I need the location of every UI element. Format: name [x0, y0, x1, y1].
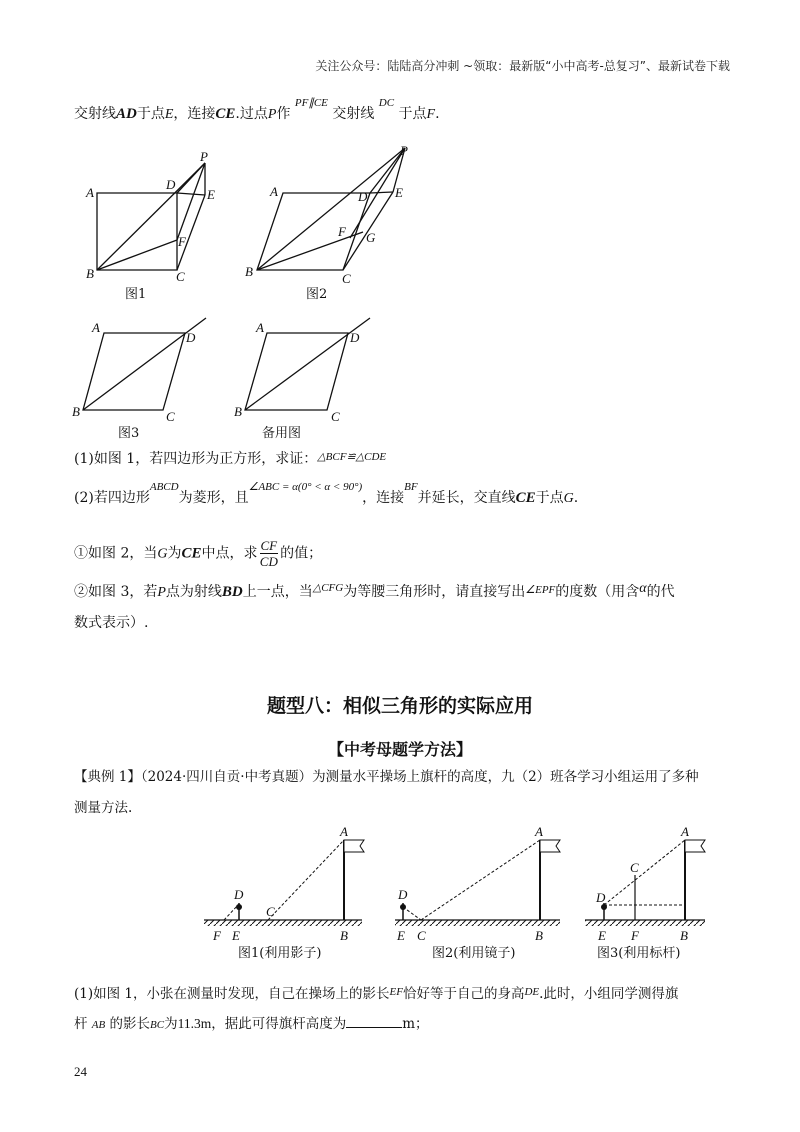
- fig3-label-d: D: [186, 330, 196, 345]
- m3-label-e: E: [598, 928, 606, 943]
- m1-label-e: E: [232, 928, 240, 943]
- spare-label-c: C: [331, 409, 340, 424]
- m1-label-a: A: [340, 824, 348, 839]
- m3-caption: 图3(利用标杆): [597, 946, 681, 961]
- pole-figure: [585, 824, 705, 961]
- m2-label-d: D: [398, 887, 408, 902]
- m3-label-f: F: [631, 928, 639, 943]
- m2-label-c: C: [417, 928, 426, 943]
- m3-label-b: B: [680, 928, 688, 943]
- m2-label-e: E: [397, 928, 405, 943]
- example-line-1: 【典例 1】（2024·四川自贡·中考真题）为测量水平操场上旗杆的高度，九（2）班各学习小组运用了多种: [74, 769, 699, 785]
- m2-caption: 图2(利用镜子): [432, 946, 516, 961]
- question-2b-cont: 数式表示）.: [74, 615, 149, 631]
- fig3-label-b: B: [72, 404, 80, 419]
- intro-line: 交射线AD于点E，连接CE.过点P作 $^{PF\parallel CE}$ 交射线 $^{DC}$ 于点F.: [74, 97, 440, 122]
- fig2-label-g: G: [366, 230, 376, 245]
- fig1-label-p: P: [200, 149, 208, 164]
- example-line-2: 测量方法.: [74, 800, 133, 816]
- fig2-label-e: E: [395, 185, 403, 200]
- m1-label-c: C: [266, 904, 275, 919]
- m3-label-c: C: [630, 860, 639, 875]
- fig1-label-a: A: [86, 185, 94, 200]
- fig2-label-b: B: [245, 264, 253, 279]
- section-title: 题型八：相似三角形的实际应用: [266, 695, 533, 717]
- section-subtitle: 【中考母题学方法】: [327, 740, 472, 759]
- fig1-label-b: B: [86, 266, 94, 281]
- spare-caption: 备用图: [262, 426, 302, 441]
- fig1-label-e: E: [207, 187, 215, 202]
- m3-label-a: A: [681, 824, 689, 839]
- m1-label-f: F: [213, 928, 221, 943]
- m1-label-d: D: [234, 887, 244, 902]
- page-number: 24: [74, 1064, 87, 1079]
- m3-label-d: D: [596, 890, 606, 905]
- fig2-caption: 图2: [306, 287, 328, 302]
- shadow-figure: [204, 824, 364, 961]
- fraction-cf-cd: $\frac{CF}{CD}$: [259, 538, 278, 569]
- m1-label-b: B: [340, 928, 348, 943]
- question-1b-line-2: 杆 AB 的影长BC为11.3m，据此可得旗杆高度为 m；: [74, 1016, 429, 1032]
- fig1-label-d: D: [166, 177, 176, 192]
- fig2-label-c: C: [342, 271, 351, 286]
- m1-caption: 图1(利用影子): [238, 946, 322, 961]
- fig1-caption: 图1: [125, 287, 147, 302]
- fig2-label-d: D: [358, 189, 368, 204]
- fig1-label-f: F: [178, 234, 186, 249]
- fig3-label-c: C: [166, 409, 175, 424]
- question-2b: ②如图 3，若P点为射线BD上一点，当$^{\triangle CFG}$为等腰三角形时，请直接写出$^{\angle EPF}$的度数（用含α的代: [74, 581, 675, 600]
- fig2-label-p: P: [400, 143, 408, 158]
- question-1: (1)如图 1，若四边形为正方形，求证：$^{\triangle BCF≌\triangle CDE}$: [74, 451, 387, 467]
- m2-label-a: A: [535, 824, 543, 839]
- spare-label-a: A: [256, 320, 264, 335]
- fig1-label-c: C: [176, 269, 185, 284]
- fig3-label-a: A: [92, 320, 100, 335]
- spare-label-b: B: [234, 404, 242, 419]
- question-2: (2)若四边形$^{ABCD}$为菱形，且$^{\angle ABC = \alpha(0^\circ < \alpha < 90^\circ)}$，连接$^{BF}$并延长，交直线CE于点G.: [74, 481, 579, 506]
- question-1b-line-1: (1)如图 1，小张在测量时发现，自己在操场上的影长$^{EF}$恰好等于自己的身高$^{DE}$.此时，小组同学测得旗: [74, 986, 679, 1002]
- fig2-label-f: F: [338, 224, 346, 239]
- spare-label-d: D: [350, 330, 360, 345]
- mirror-figure: [395, 824, 560, 961]
- answer-blank[interactable]: [346, 1015, 402, 1028]
- page-header: 关注公众号：陆陆高分冲刺 ~领取：最新版“小中高考-总复习”、最新试卷下载: [315, 59, 730, 73]
- fig3-caption: 图3: [118, 426, 140, 441]
- question-2a: ①如图 2，当G为CE中点，求 $\frac{CF}{CD}$ 的值；: [74, 538, 323, 569]
- m2-label-b: B: [535, 928, 543, 943]
- fig2-label-a: A: [270, 184, 278, 199]
